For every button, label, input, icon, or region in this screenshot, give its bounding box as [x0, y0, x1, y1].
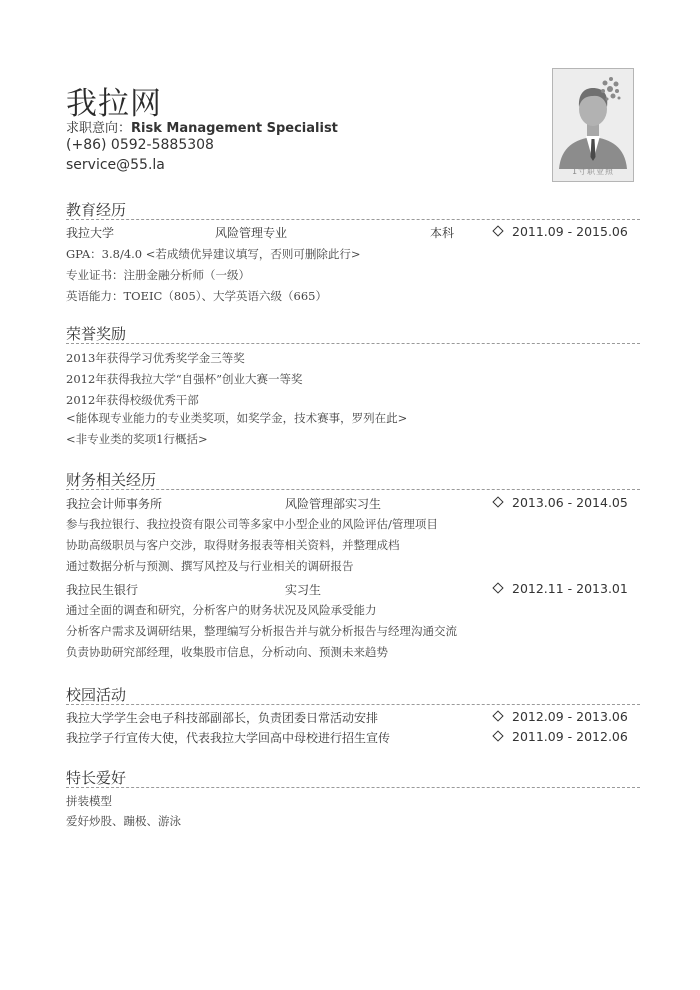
section-divider: [66, 704, 640, 705]
job-detail-line: 参与我拉银行、我拉投资有限公司等多家中小型企业的风险评估/管理项目: [66, 517, 438, 531]
honor-item: 2012年获得校级优秀干部: [66, 393, 199, 407]
job-intent-value: Risk Management Specialist: [131, 121, 338, 136]
avatar-silhouette-icon: [553, 69, 633, 169]
section-divider: [66, 787, 640, 788]
section-title-education: 教育经历: [66, 201, 127, 219]
campus-date: [494, 729, 628, 744]
campus-activity: 我拉大学学生会电子科技部副部长，负责团委日常活动安排: [66, 711, 379, 725]
section-title-hobbies: 特长爱好: [66, 769, 127, 787]
honor-item: 2013年获得学习优秀奖学金三等奖: [66, 351, 245, 365]
major-name: 风险管理专业: [215, 226, 288, 240]
education-date: [494, 224, 628, 239]
section-divider: [66, 343, 640, 344]
job-organization: 我拉民生银行: [66, 583, 139, 597]
job-role: 实习生: [285, 583, 322, 597]
honor-item: <非专业类的奖项1行概括>: [66, 432, 208, 446]
job-detail-line: 通过数据分析与预测、撰写风控及与行业相关的调研报告: [66, 559, 354, 573]
resume-name: 我拉网: [66, 86, 162, 122]
hobby-item: 爱好炒股、蹦极、游泳: [66, 814, 181, 828]
education-date-text: 2011.09 - 2015.06: [512, 224, 628, 239]
job-date: [494, 495, 628, 510]
diamond-bullet-icon: [492, 730, 503, 741]
section-title-honors: 荣誉奖励: [66, 325, 127, 343]
job-detail-line: 负责协助研究部经理，收集股市信息，分析动向、预测未来趋势: [66, 645, 388, 659]
campus-date: [494, 709, 628, 724]
diamond-bullet-icon: [492, 582, 503, 593]
honor-item: <能体现专业能力的专业类奖项，如奖学金，技术赛事，罗列在此>: [66, 411, 408, 425]
section-title-campus: 校园活动: [66, 686, 127, 704]
diamond-bullet-icon: [492, 496, 503, 507]
job-organization: 我拉会计师事务所: [66, 497, 163, 511]
campus-date-text: 2011.09 - 2012.06: [512, 729, 628, 744]
section-title-finance: 财务相关经历: [66, 471, 157, 489]
phone-number: (+86) 0592-5885308: [66, 137, 214, 153]
education-detail-line: 专业证书：注册金融分析师（一级）: [66, 268, 250, 282]
job-date-text: 2013.06 - 2014.05: [512, 495, 628, 510]
section-divider: [66, 489, 640, 490]
education-detail-line: 英语能力：TOEIC（805）、大学英语六级（665）: [66, 289, 327, 303]
diamond-bullet-icon: [492, 710, 503, 721]
photo-label: 1寸职业照: [571, 167, 615, 176]
job-detail-line: 通过全面的调查和研究，分析客户的财务状况及风险承受能力: [66, 603, 377, 617]
campus-activity: 我拉学子行宣传大使，代表我拉大学回高中母校进行招生宣传: [66, 731, 391, 745]
job-role: 风险管理部实习生: [285, 497, 382, 511]
campus-date-text: 2012.09 - 2013.06: [512, 709, 628, 724]
degree: 本科: [430, 226, 455, 240]
job-date: [494, 581, 628, 596]
school-name: 我拉大学: [66, 226, 115, 240]
honor-item: 2012年获得我拉大学“自强杯”创业大赛一等奖: [66, 372, 303, 386]
job-date-text: 2012.11 - 2013.01: [512, 581, 628, 596]
diamond-bullet-icon: [492, 225, 503, 236]
profile-photo: [552, 68, 634, 182]
job-intent: [66, 117, 338, 136]
job-detail-line: 协助高级职员与客户交涉，取得财务报表等相关资料，并整理成档: [66, 538, 400, 552]
education-detail-line: GPA：3.8/4.0 <若成绩优异建议填写，否则可删除此行>: [66, 247, 361, 261]
hobby-item: 拼装模型: [66, 794, 112, 808]
section-divider: [66, 219, 640, 220]
job-intent-label: 求职意向：: [66, 121, 132, 136]
email-address: service@55.la: [66, 157, 165, 173]
job-detail-line: 分析客户需求及调研结果，整理编写分析报告并与就分析报告与经理沟通交流: [66, 624, 457, 638]
